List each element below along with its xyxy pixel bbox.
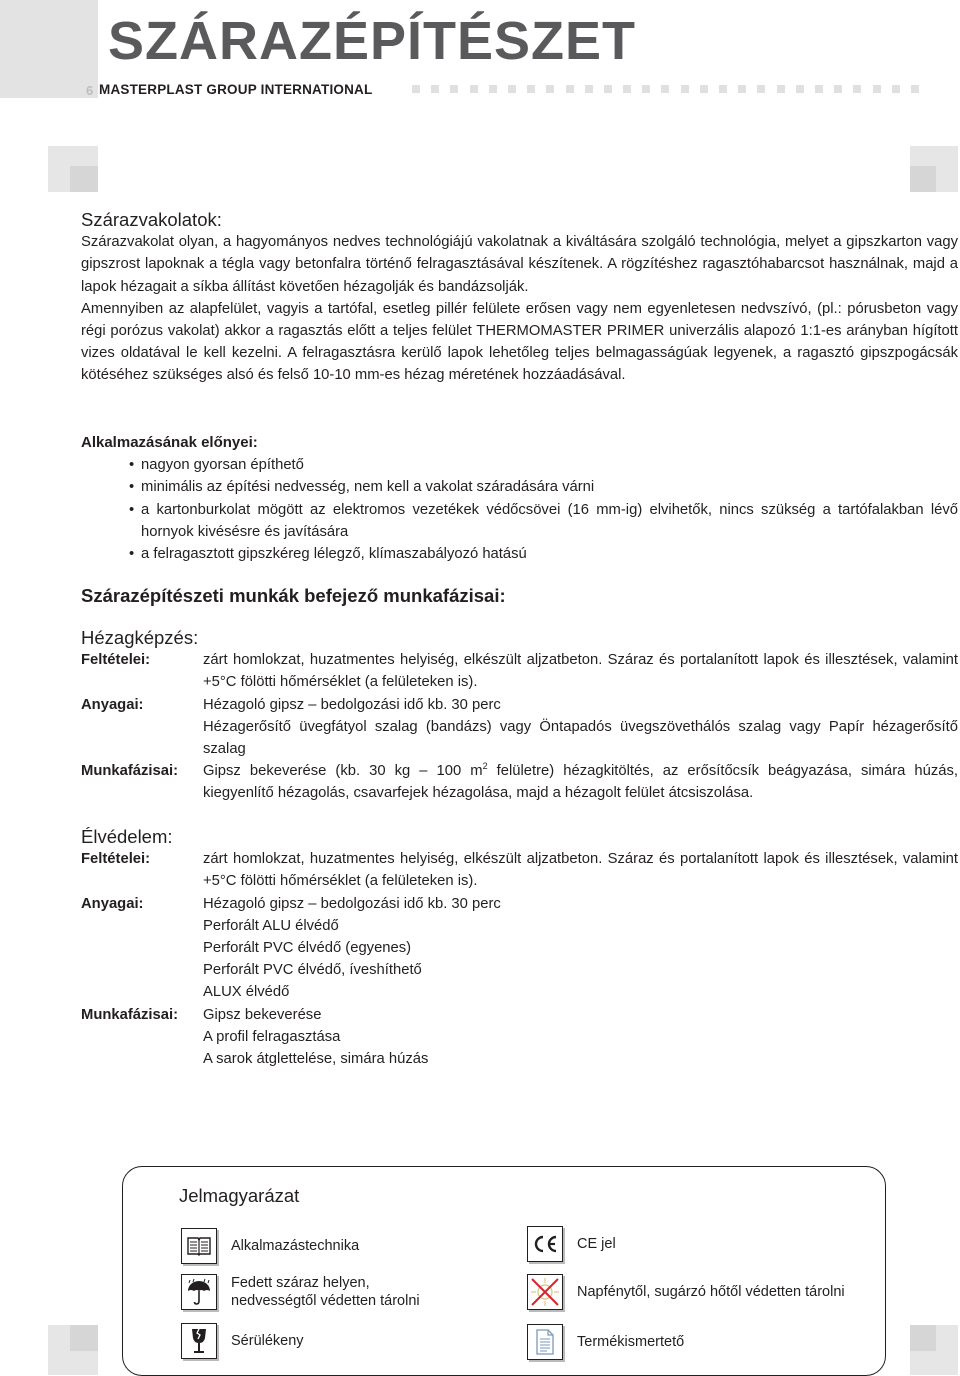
no-sun-icon <box>527 1274 563 1310</box>
section-heading-befejezo: Szárazépítészeti munkák befejező munkafázisai: <box>81 585 506 606</box>
legend-item <box>527 1274 845 1310</box>
decorative-square-right <box>910 146 958 192</box>
legend-item <box>527 1226 616 1262</box>
page-title: SZÁRAZÉPÍTÉSZET <box>108 11 637 71</box>
umbrella-icon <box>181 1274 217 1310</box>
legend-label: Sérülékeny <box>231 1333 304 1349</box>
legend-label: Napfénytől, sugárzó hőtől védetten tárolni <box>577 1284 845 1300</box>
materials-value: Hézagerősítő üvegfátyol szalag (bandázs) vagy Öntapadós üvegszövethálós szalag vagy Papír hézagerősítő szalag <box>203 718 958 758</box>
materials-value: Hézagoló gipsz – bedolgozási idő kb. 30 perc <box>203 895 501 912</box>
decorative-dots <box>412 85 919 93</box>
conditions-value: zárt homlokzat, huzatmentes helyiség, elkészült aljzatbeton. Száraz és portalanított lapok és illesztések, valamint +5°C fölötti hőmérséklet (a felületeken is). <box>203 851 958 890</box>
materials-value: ALUX élvédő <box>203 984 290 1001</box>
elvedelem-details <box>81 848 958 1070</box>
materials-value: Perforált ALU élvédő <box>203 917 339 934</box>
materials-value: Perforált PVC élvédő, íveshíthető <box>203 962 422 979</box>
paragraph-intro: Szárazvakolat olyan, a hagyományos nedves technológiájú vakolatnak a kiváltására szolgáló technológia, melyet a gipszkarton vagy gipszrost lapoknak a tégla vagy betonfalra történő felragasztásával készítenek. A rögzítéshez ragasztóhabarcsot használnak, majd a lapok hézagait a síkba állítást követően hézagolják és bandázsolják. <box>81 234 958 295</box>
document-icon <box>527 1324 563 1360</box>
legend-title: Jelmagyarázat <box>179 1185 300 1206</box>
materials-value: Hézagoló gipsz – bedolgozási idő kb. 30 perc <box>203 696 501 713</box>
legend-item <box>181 1228 359 1264</box>
section-heading-elvedelem: Élvédelem: <box>81 826 173 847</box>
book-icon <box>181 1228 217 1264</box>
work-phases-label: Munkafázisai: <box>81 763 179 780</box>
materials-label: Anyagai: <box>81 895 144 912</box>
list-item: • minimális az építési nedvesség, nem kell a vakolat száradására várni <box>141 476 958 498</box>
work-phases-value: A sarok átglettelése, simára húzás <box>203 1051 429 1068</box>
decorative-square-bottom-right <box>910 1325 958 1375</box>
section-heading-szarazvakolatok: Szárazvakolatok: <box>81 209 222 230</box>
hezagkepzes-details <box>81 649 958 804</box>
work-phases-label: Munkafázisai: <box>81 1006 179 1023</box>
legend-label: Termékismertető <box>577 1334 685 1350</box>
list-item: • a kartonburkolat mögött az elektromos vezetékek védőcsövei (16 mm-ig) elvihetők, nincs szükség a tartófalakban lévő hornyok kivésésre és javítására <box>141 499 958 543</box>
decorative-square-bottom-left <box>48 1325 98 1375</box>
header <box>0 0 960 98</box>
work-phases-value: A profil felragasztása <box>203 1028 341 1045</box>
legend-item <box>181 1323 304 1359</box>
legend-label: Fedett száraz helyen, nedvességtől védetten tárolni <box>231 1275 420 1309</box>
list-item: • a felragasztott gipszkéreg lélegző, klímaszabályozó hatású <box>141 543 958 565</box>
conditions-label: Feltételei: <box>81 652 151 669</box>
brand-name: MASTERPLAST GROUP INTERNATIONAL <box>99 82 373 97</box>
work-phases-value: Gipsz bekeverése (kb. 30 kg – 100 $m^2$ felületre) hézagkitöltés, az erősítőcsík beágyazása, simára húzás, kiegyenlítő hézagolás, csavarfejek hézagolása, majd a hézagolt felület átcsiszolása. <box>203 761 958 802</box>
list-item: • nagyon gyorsan építhető <box>141 454 958 476</box>
page-number: 6 <box>86 83 94 98</box>
conditions-value: zárt homlokzat, huzatmentes helyiség, elkészült aljzatbeton. Száraz és portalanított lapok és illesztések, valamint +5°C fölötti hőmérséklet (a felületeken is). <box>203 652 958 691</box>
legend-box <box>122 1166 886 1376</box>
legend-label: Alkalmazástechnika <box>231 1238 360 1254</box>
decorative-square-left <box>48 146 98 192</box>
work-phases-value: Gipsz bekeverése <box>203 1006 322 1023</box>
ce-mark-icon <box>527 1226 563 1262</box>
conditions-label: Feltételei: <box>81 851 151 868</box>
materials-label: Anyagai: <box>81 696 144 713</box>
fragile-glass-icon <box>181 1323 217 1359</box>
paragraph-primer: Amennyiben az alapfelület, vagyis a tartófal, esetleg pillér felülete erősen vagy nem egyenletesen nedvszívó, (pl.: pórusbeton vagy régi porózus vakolat) akkor a ragasztás előtt a teljes felület THERMOMASTER PRIMER univerzális alapozó 1:1-es arányban hígított vizes oldatával le kell kezelni. A felragasztásra kerülő lapok lehetőleg teljes belmagasságúak legyenek, a ragasztó gipszpogácsák kötéséhez szükséges alsó és felső 10-10 mm-es hézag méretének hozzáadásával. <box>81 300 958 384</box>
section-heading-hezagkepzes: Hézagképzés: <box>81 627 199 648</box>
header-grey-block <box>0 0 98 98</box>
legend-item <box>527 1324 684 1360</box>
section-heading-elonyok: Alkalmazásának előnyei: <box>81 434 258 451</box>
advantages-list <box>81 454 958 565</box>
legend-item <box>181 1274 441 1310</box>
legend-label: CE jel <box>577 1236 616 1252</box>
materials-value: Perforált PVC élvédő (egyenes) <box>203 940 412 957</box>
